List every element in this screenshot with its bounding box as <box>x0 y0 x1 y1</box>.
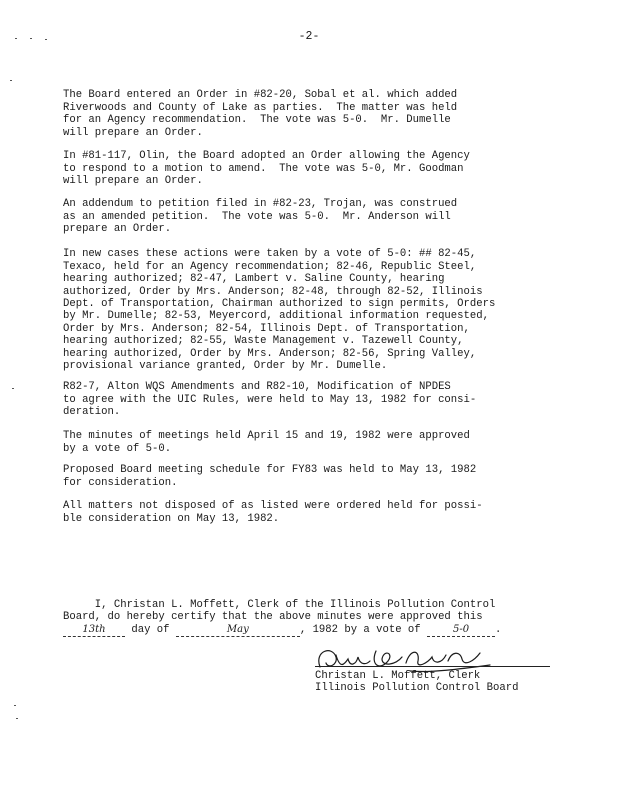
text-line: by Mr. Dumelle; 82-53, Meyercord, additional information requested, <box>63 310 489 323</box>
paragraph-2 <box>63 138 563 188</box>
page-number: -2- <box>298 30 320 43</box>
handwritten-vote: 5-0 <box>452 623 470 635</box>
text-line: Texaco, held for an Agency recommendation; 82-46, Republic Steel, <box>63 260 477 273</box>
cert-year-after: , 1982 by a vote of <box>299 623 428 636</box>
scan-speck <box>45 39 47 40</box>
paragraph-4 <box>63 236 563 372</box>
scan-speck <box>15 38 17 39</box>
text-line: An addendum to petition filed in #82-23, Trojan, was construed <box>63 198 458 211</box>
text-line: as an amended petition. The vote was 5-0. Mr. Anderson will <box>63 210 451 223</box>
text-line: Riverwoods and County of Lake as parties. The matter was held <box>63 101 458 114</box>
paragraph-6 <box>63 418 563 455</box>
paragraph-3 <box>63 186 563 236</box>
scan-speck <box>30 38 32 39</box>
text-line: R82-7, Alton WQS Amendments and R82-10, Modification of NPDES <box>63 381 451 394</box>
cert-day-after: day of <box>125 623 176 636</box>
paragraph-7 <box>63 452 563 489</box>
scan-speck <box>16 718 18 719</box>
text-line: Dept. of Transportation, Chairman authorized to sign permits, Orders <box>63 298 496 311</box>
signer-organization: Illinois Pollution Control Board <box>315 682 519 695</box>
paragraph-5 <box>63 369 563 419</box>
text-line: for consideration. <box>63 476 178 489</box>
scan-speck <box>10 80 12 81</box>
text-line: deration. <box>63 406 121 419</box>
text-line: will prepare an Order. <box>63 175 203 188</box>
text-line: authorized, Order by Mrs. Anderson; 82-48, through 82-52, Illinois <box>63 285 483 298</box>
text-line: to agree with the UIC Rules, were held to May 13, 1982 for consi- <box>63 393 477 406</box>
text-line: Proposed Board meeting schedule for FY83 was held to May 13, 1982 <box>63 464 477 477</box>
certification <box>63 586 583 637</box>
cert-vote-blank <box>427 624 495 638</box>
text-line: ble consideration on May 13, 1982. <box>63 512 280 525</box>
handwritten-month: May <box>226 623 249 635</box>
signature-line <box>315 666 550 667</box>
signature-block <box>305 643 555 703</box>
text-line: The minutes of meetings held April 15 and 19, 1982 were approved <box>63 430 470 443</box>
text-line: hearing authorized, Order by Mrs. Anderson; 82-56, Spring Valley, <box>63 347 477 360</box>
cert-day-blank <box>63 624 125 638</box>
scan-speck <box>14 705 16 706</box>
text-line: to respond to a motion to amend. The vote was 5-0, Mr. Goodman <box>63 162 464 175</box>
scan-speck <box>12 388 14 389</box>
text-line: Order by Mrs. Anderson; 82-54, Illinois Dept. of Transportation, <box>63 322 470 335</box>
signature-caption <box>315 670 518 695</box>
text-line: All matters not disposed of as listed were ordered held for possi- <box>63 500 483 513</box>
cert-line-2: Board, do hereby certify that the above minutes were approved this <box>63 611 483 624</box>
text-line: The Board entered an Order in #82-20, Sobal et al. which added <box>63 89 458 102</box>
text-line: will prepare an Order. <box>63 126 203 139</box>
paragraph-8 <box>63 488 563 525</box>
text-line: prepare an Order. <box>63 223 172 236</box>
text-line: hearing authorized; 82-47, Lambert v. Saline County, hearing <box>63 273 445 286</box>
cert-month-blank <box>176 624 300 638</box>
text-line: In new cases these actions were taken by a vote of 5-0: ## 82-45, <box>63 248 477 261</box>
text-line: for an Agency recommendation. The vote was 5-0. Mr. Dumelle <box>63 114 451 127</box>
text-line: provisional variance granted, Order by Mr. Dumelle. <box>63 360 388 373</box>
signer-name: Christan L. Moffett, Clerk <box>315 670 481 682</box>
text-line: hearing authorized; 82-55, Waste Management v. Tazewell County, <box>63 335 464 348</box>
cert-end: . <box>495 623 502 636</box>
text-line: In #81-117, Olin, the Board adopted an Order allowing the Agency <box>63 150 470 163</box>
paragraph-1 <box>63 77 563 139</box>
text-line: by a vote of 5-0. <box>63 442 172 455</box>
cert-line-1: I, Christan L. Moffett, Clerk of the Illinois Pollution Control <box>63 598 496 611</box>
handwritten-day: 13th <box>82 623 106 635</box>
